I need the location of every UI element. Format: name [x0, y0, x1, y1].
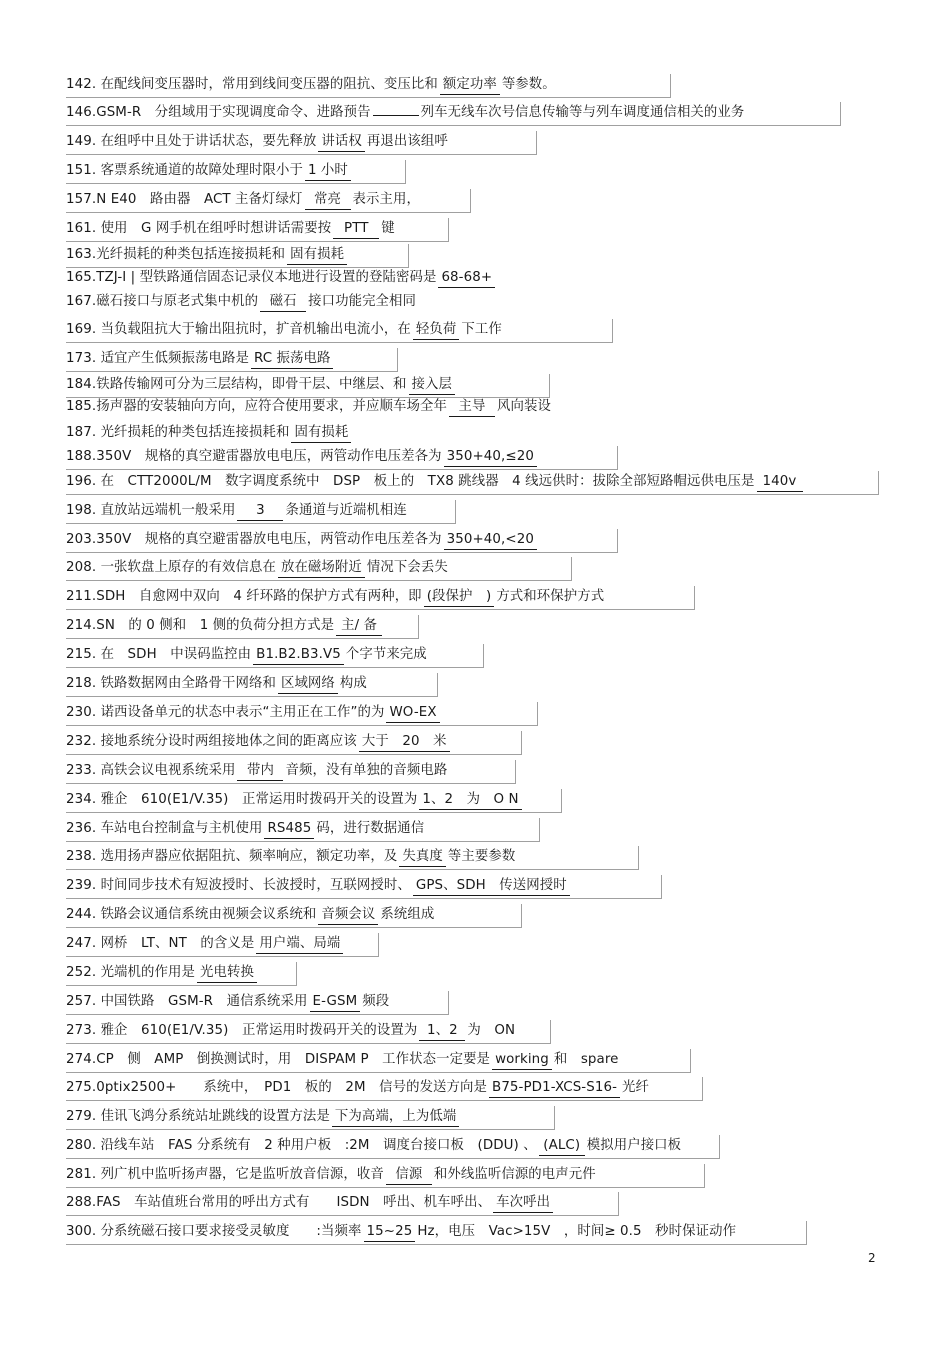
answer-blank: 磁石 [260, 293, 306, 312]
question-line [66, 244, 349, 268]
answer-blank: (段保护 ) [424, 588, 495, 607]
answer-blank: B1.B2.B3.V5 [253, 646, 344, 665]
answer-blank: B75-PD1-XCS-S16- [489, 1079, 620, 1098]
question-text-tail: 音频，没有单独的音频电路 [285, 763, 448, 778]
question-line [66, 471, 805, 495]
answer-blank: 主/ 备 [336, 617, 382, 636]
answer-blank: GPS、SDH 传送网授时 [413, 877, 570, 896]
answer-blank: 3 [237, 502, 283, 521]
question-text: 230. 诺西设备单元的状态中表示“主用正在工作”的为 [66, 705, 385, 720]
question-text-tail: 为 ON [467, 1023, 516, 1038]
question-text-tail: 下工作 [461, 322, 502, 337]
answer-blank: 失真度 [399, 848, 445, 867]
question-text: 187. 光纤损耗的种类包括连接损耗和 [66, 425, 290, 440]
question-line [66, 731, 452, 755]
question-line [66, 1135, 681, 1159]
question-line [66, 1164, 596, 1188]
answer-blank: WO-EX [386, 704, 439, 723]
question-line [66, 818, 424, 842]
question-line [66, 319, 502, 343]
question-text: 167.磁石接口与原老式集中机的 [66, 294, 259, 309]
answer-blank: 大于 20 米 [359, 733, 450, 752]
question-text-tail: 系统组成 [380, 907, 435, 922]
question-line [66, 933, 345, 957]
question-text: 165.TZJ-I | 型铁路通信固态记录仪本地进行设置的登陆密码是 [66, 270, 437, 285]
question-line [66, 348, 335, 372]
question-text: 281. 列广机中监听扬声器，它是监听放音信源，收音 [66, 1167, 384, 1182]
question-line [66, 102, 744, 126]
question-line [66, 702, 442, 726]
question-text-tail: 和 spare [553, 1052, 619, 1067]
question-line [66, 291, 416, 315]
question-text-tail: 键 [381, 221, 395, 236]
question-text: 238. 选用扬声器应依据阻抗、频率响应，额定功率，及 [66, 849, 398, 864]
answer-blank [373, 115, 419, 116]
page-number: 2 [868, 1251, 876, 1265]
question-text: 151. 客票系统通道的故障处理时限小于 [66, 163, 303, 178]
question-line [66, 500, 407, 524]
answer-blank: 主导 [449, 398, 495, 417]
question-text-tail: 风向装设 [496, 399, 551, 414]
question-line [66, 962, 259, 986]
answer-blank: 下为高端，上为低端 [332, 1108, 459, 1127]
question-line [66, 846, 515, 870]
question-line [66, 1049, 619, 1073]
question-line [66, 1221, 736, 1245]
question-text: 184.铁路传输网可分为三层结构，即骨干层、中继层、和 [66, 377, 407, 392]
question-text: 300. 分系统磁石接口要求接受灵敏度 :当频率 [66, 1224, 362, 1239]
question-line [66, 1106, 461, 1130]
question-text-tail: 码，进行数据通信 [316, 821, 425, 836]
question-line [66, 396, 551, 420]
answer-blank: 光电转换 [197, 964, 257, 983]
question-text: 234. 雅企 610(E1/V.35) 正常运用时拨码开关的设置为 [66, 792, 418, 807]
question-line [66, 160, 353, 184]
answer-blank: 轻负荷 [413, 321, 459, 340]
question-text: 244. 铁路会议通信系统由视频会议系统和 [66, 907, 317, 922]
question-text-tail: 情况下会丢失 [366, 560, 448, 575]
question-text-tail: 构成 [339, 676, 367, 691]
question-line [66, 74, 556, 98]
answer-blank: 接入层 [409, 376, 455, 395]
question-text: 279. 佳讯飞鸿分系统站址跳线的设置方法是 [66, 1109, 330, 1124]
question-text: 169. 当负载阻抗大于输出阻抗时，扩音机输出电流小，在 [66, 322, 411, 337]
answer-blank: 1 小时 [305, 162, 351, 181]
answer-blank: 车次呼出 [493, 1194, 553, 1213]
answer-blank: 区域网络 [278, 675, 338, 694]
question-text: 198. 直放站远端机一般采用 [66, 503, 236, 518]
question-line [66, 557, 448, 581]
question-line [66, 644, 427, 668]
question-text: 188.350V 规格的真空避雷器放电电压，两管动作电压差各为 [66, 449, 442, 464]
question-line [66, 615, 384, 639]
question-text-tail: 频段 [362, 994, 390, 1009]
question-text: 252. 光端机的作用是 [66, 965, 196, 980]
question-text-tail: 等参数。 [501, 77, 556, 92]
question-line [66, 789, 524, 813]
answer-blank: E-GSM [310, 993, 361, 1012]
question-text-tail: 再退出该组呼 [366, 134, 448, 149]
answer-blank: 1、2 为 O N [419, 791, 521, 810]
question-text-tail: 和外线监听信源的电声元件 [433, 1167, 596, 1182]
question-text: 146.GSM-R 分组域用于实现调度命令、进路预告 [66, 105, 371, 120]
question-text-tail: 条通道与近端机相连 [285, 503, 407, 518]
question-line [66, 1077, 649, 1101]
question-line [66, 529, 539, 553]
answer-blank: 1、2 [419, 1022, 465, 1041]
question-text: 274.CP 侧 AMP 倒换测试时，用 DISPAM P 工作状态一定要是 [66, 1052, 491, 1067]
answer-blank: RC 振荡电路 [251, 350, 334, 369]
question-text: 203.350V 规格的真空避雷器放电电压，两管动作电压差各为 [66, 532, 442, 547]
question-text-tail: 列车无线车次号信息传输等与列车调度通信相关的业务 [420, 105, 745, 120]
question-text: 163.光纤损耗的种类包括连接损耗和 [66, 247, 286, 262]
answer-blank: 常亮 [305, 191, 351, 210]
question-text: 236. 车站电台控制盒与主机使用 [66, 821, 263, 836]
answer-blank: PTT [333, 220, 379, 239]
question-text: 257. 中国铁路 GSM-R 通信系统采用 [66, 994, 308, 1009]
answer-blank: 固有损耗 [287, 246, 347, 265]
question-text: 142. 在配线间变压器时，常用到线间变压器的阻抗、变压比和 [66, 77, 438, 92]
answer-blank: 140v [757, 473, 803, 492]
question-line [66, 446, 539, 470]
question-line [66, 267, 497, 291]
question-text: 208. 一张软盘上原存的有效信息在 [66, 560, 276, 575]
answer-blank: working [492, 1051, 552, 1070]
answer-blank: 用户端、局端 [256, 935, 343, 954]
question-text: 161. 使用 G 网手机在组呼时想讲话需要按 [66, 221, 332, 236]
answer-blank: RS485 [264, 820, 314, 839]
answer-blank: 350+40,<20 [444, 531, 537, 550]
question-line [66, 586, 604, 610]
question-text-tail: 个字节来完成 [345, 647, 427, 662]
answer-blank: 15~25 [364, 1223, 416, 1242]
question-line [66, 875, 572, 899]
question-text: 211.SDH 自愈网中双向 4 纤环路的保护方式有两种，即 [66, 589, 422, 604]
question-text: 280. 沿线车站 FAS 分系统有 2 种用户板 :2M 调度台接口板 (DDU) 、 [66, 1138, 537, 1153]
question-text: 149. 在组呼中且处于讲话状态，要先释放 [66, 134, 317, 149]
question-line [66, 991, 389, 1015]
question-line [66, 374, 457, 398]
question-text: 288.FAS 车站值班台常用的呼出方式有 ISDN 呼出、机车呼出、 [66, 1195, 492, 1210]
question-text-tail: 表示主用， [352, 192, 420, 207]
question-line [66, 422, 353, 446]
answer-blank: 固有损耗 [291, 424, 351, 443]
question-line [66, 673, 367, 697]
answer-blank: 放在磁场附近 [278, 559, 365, 578]
answer-blank: 350+40,≤20 [444, 448, 537, 467]
question-line [66, 1192, 555, 1216]
question-text: 232. 接地系统分设时两组接地体之间的距离应该 [66, 734, 357, 749]
question-text: 273. 雅企 610(E1/V.35) 正常运用时拨码开关的设置为 [66, 1023, 418, 1038]
question-text: 157.N E40 路由器 ACT 主备灯绿灯 [66, 192, 303, 207]
question-text-tail: 模拟用户接口板 [586, 1138, 682, 1153]
question-text: 173. 适宜产生低频振荡电路是 [66, 351, 249, 366]
question-text-tail: Hz，电压 Vac>15V ，时间≥ 0.5 秒时保证动作 [417, 1224, 737, 1239]
question-text: 247. 网桥 LT、NT 的含义是 [66, 936, 255, 951]
question-line [66, 1020, 515, 1044]
answer-blank: 额定功率 [440, 76, 500, 95]
question-text-tail: 等主要参数 [447, 849, 516, 864]
question-line [66, 131, 448, 155]
question-line [66, 189, 420, 213]
question-text: 185.扬声器的安装轴向方向，应符合使用要求，并应顺车场全年 [66, 399, 447, 414]
question-text: 196. 在 CTT2000L/M 数字调度系统中 DSP 板上的 TX8 跳线器 4 线远供时：拔除全部短路帽远供电压是 [66, 474, 755, 489]
question-text-tail: 接口功能完全相同 [308, 294, 417, 309]
question-text: 239. 时间同步技术有短波授时、长波授时，互联网授时、 [66, 878, 411, 893]
question-text: 233. 高铁会议电视系统采用 [66, 763, 236, 778]
question-text-tail: 方式和环保护方式 [496, 589, 605, 604]
question-text: 275.0ptix2500+ 系统中， PD1 板的 2M 信号的发送方向是 [66, 1080, 488, 1095]
question-text: 215. 在 SDH 中误码监控由 [66, 647, 252, 662]
answer-blank: 信源 [386, 1166, 432, 1185]
question-line [66, 760, 447, 784]
question-text-tail: 光纤 [622, 1080, 649, 1095]
answer-blank: 带内 [237, 762, 283, 781]
answer-blank: 68-68+ [438, 269, 495, 288]
answer-blank: 讲话权 [318, 133, 364, 152]
question-line [66, 904, 434, 928]
question-line [66, 218, 395, 242]
answer-blank: 音频会议 [318, 906, 378, 925]
answer-blank: (ALC) [539, 1137, 585, 1156]
question-text: 214.SN 的 0 侧和 1 侧的负荷分担方式是 [66, 618, 335, 633]
question-text: 218. 铁路数据网由全路骨干网络和 [66, 676, 276, 691]
